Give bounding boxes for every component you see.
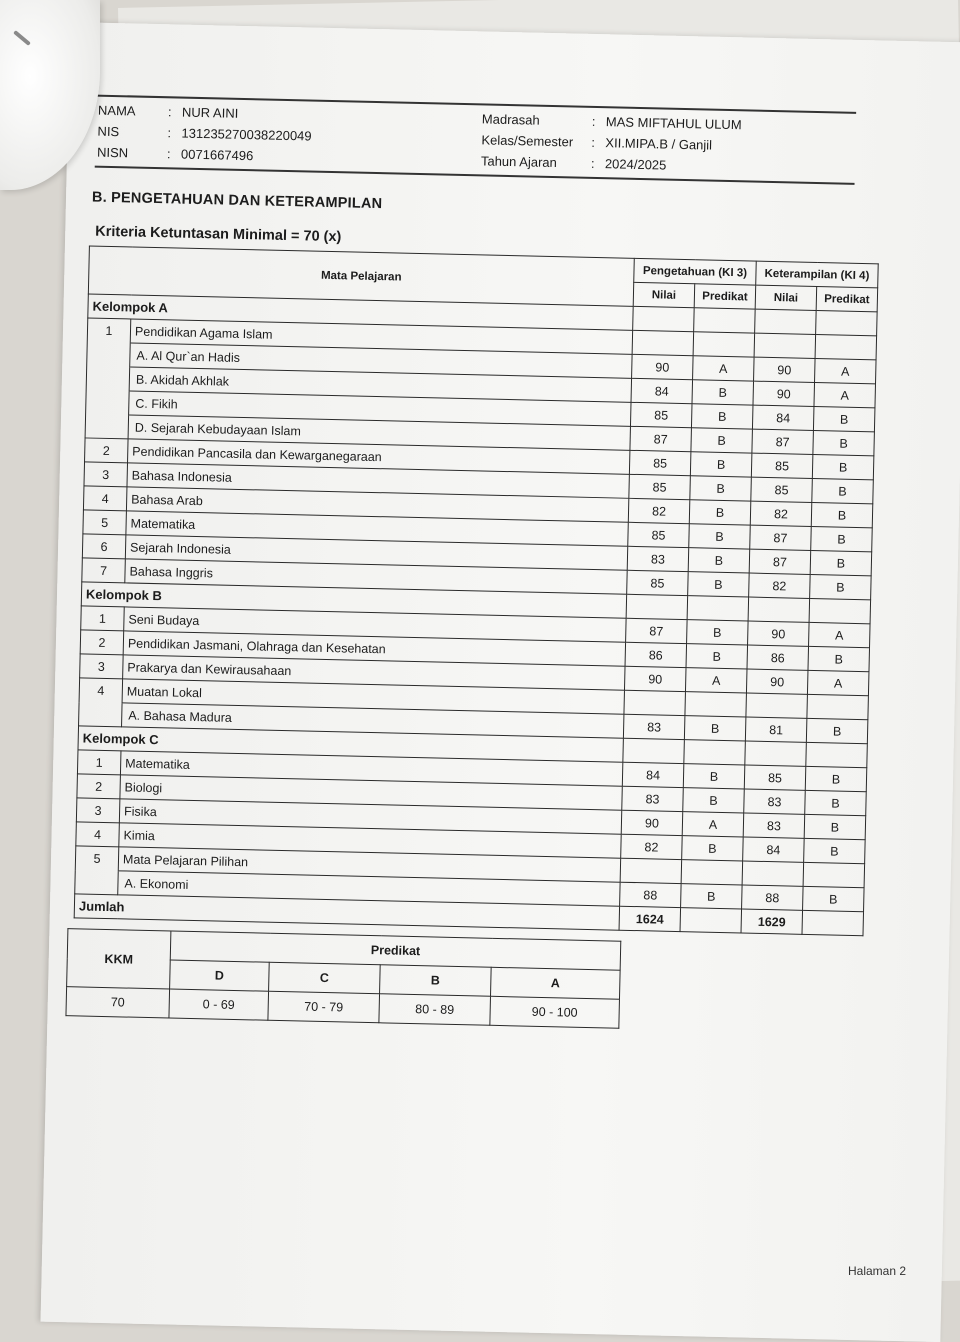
info-colon: : <box>167 104 172 120</box>
empty-cell <box>748 597 810 622</box>
info-colon: : <box>590 155 595 171</box>
subject-name: Pendidikan Pancasila dan Kewarganegaraan <box>128 439 630 474</box>
empty-cell <box>623 738 685 763</box>
row-number <box>79 702 123 727</box>
predicate-value: B <box>804 838 866 863</box>
predicate-value: B <box>688 572 750 597</box>
predicate-value: B <box>805 766 867 791</box>
predicate-value: B <box>684 716 746 741</box>
empty-cell <box>816 311 878 336</box>
row-number: 5 <box>75 846 119 871</box>
row-number: 1 <box>87 318 131 343</box>
score-value: 86 <box>747 645 809 670</box>
score-value: 84 <box>752 405 814 430</box>
predicate-value: A <box>682 812 744 837</box>
report-page <box>41 22 960 1342</box>
total-ki4: 1629 <box>741 909 803 934</box>
total-ki3: 1624 <box>619 906 681 931</box>
info-label: NISN <box>96 144 129 161</box>
predicate-value: B <box>810 550 872 575</box>
subject-name: Pendidikan Agama Islam <box>130 319 632 354</box>
info-label: Tahun Ajaran <box>480 153 558 171</box>
col-predikat-header: Predikat <box>816 287 878 312</box>
predicate-value: A <box>807 670 869 695</box>
col-subject-header: Mata Pelajaran <box>88 246 634 306</box>
row-number <box>86 366 130 391</box>
score-value <box>746 693 808 718</box>
predicate-value <box>685 692 747 717</box>
row-number: 4 <box>79 678 123 703</box>
subject-name: Bahasa Arab <box>126 487 628 522</box>
predicate-value: B <box>682 836 744 861</box>
subject-name: Muatan Lokal <box>122 679 624 714</box>
row-number: 2 <box>77 774 121 799</box>
legend-kkm-header: KKM <box>67 929 171 989</box>
predicate-value: B <box>808 646 870 671</box>
score-value: 87 <box>630 426 692 451</box>
group-name: Kelompok C <box>78 726 623 762</box>
predicate-value: B <box>805 790 867 815</box>
info-label: Kelas/Semester <box>481 132 574 150</box>
col-ki4-header: Keterampilan (KI 4) <box>756 261 879 288</box>
predicate-value: B <box>811 526 873 551</box>
legend-grade: B <box>380 965 492 997</box>
section-title: B. PENGETAHUAN DAN KETERAMPILAN <box>91 189 383 213</box>
subject-name: A. Al Qur`an Hadis <box>130 343 632 378</box>
score-value: 82 <box>621 834 683 859</box>
predicate-value: A <box>693 356 755 381</box>
row-number: 4 <box>76 822 120 847</box>
info-value-tahun: 2024/2025 <box>604 156 667 173</box>
row-number: 4 <box>83 486 127 511</box>
info-value-kelas: XII.MIPA.B / Ganjil <box>605 135 713 153</box>
info-colon: : <box>591 134 596 150</box>
predicate-value: B <box>806 718 868 743</box>
legend-grade: D <box>170 960 270 991</box>
predicate-value: B <box>804 814 866 839</box>
score-value: 84 <box>631 378 693 403</box>
score-value: 87 <box>750 525 812 550</box>
score-value: 85 <box>630 402 692 427</box>
subject-name: A. Bahasa Madura <box>122 703 624 738</box>
empty-cell <box>755 309 817 334</box>
empty-cell <box>809 598 871 623</box>
empty-cell <box>684 740 746 765</box>
predicate-value: B <box>692 380 754 405</box>
predicate-value: A <box>809 622 871 647</box>
grades-table <box>74 245 879 936</box>
subject-name: Kimia <box>119 823 621 858</box>
predicate-value: B <box>813 406 875 431</box>
row-number: 6 <box>82 534 126 559</box>
score-value: 83 <box>622 786 684 811</box>
empty-cell <box>687 596 749 621</box>
subject-name: D. Sejarah Kebudayaan Islam <box>128 415 630 450</box>
predicate-value: B <box>690 476 752 501</box>
row-number <box>87 342 131 367</box>
row-number: 1 <box>77 750 121 775</box>
score-value: 86 <box>625 642 687 667</box>
score-value: 85 <box>751 477 813 502</box>
legend-predikat-header: Predikat <box>170 931 621 970</box>
info-colon: : <box>591 113 596 129</box>
subject-name: Prakarya dan Kewirausahaan <box>123 655 625 690</box>
col-ki3-header: Pengetahuan (KI 3) <box>634 258 757 285</box>
score-value: 85 <box>744 765 806 790</box>
score-value <box>742 861 804 886</box>
legend-range: 90 - 100 <box>490 996 620 1028</box>
row-number <box>85 414 129 439</box>
group-name: Kelompok A <box>88 294 633 330</box>
predicate-value <box>693 332 755 357</box>
report-content <box>75 95 876 1034</box>
predicate-value: B <box>691 404 753 429</box>
predicate-value: B <box>683 764 745 789</box>
page-number: Halaman 2 <box>848 1264 907 1278</box>
score-value: 82 <box>750 501 812 526</box>
predicate-value: A <box>685 668 747 693</box>
score-value <box>624 690 686 715</box>
empty-cell <box>626 594 688 619</box>
info-value-nis: 131235270038220049 <box>181 125 312 144</box>
score-value: 84 <box>622 762 684 787</box>
info-value-nama: NUR AINI <box>181 104 239 121</box>
score-value: 85 <box>627 570 689 595</box>
row-number: 7 <box>82 558 126 583</box>
staple <box>13 30 31 46</box>
score-value: 85 <box>628 522 690 547</box>
subject-name: Fisika <box>119 799 621 834</box>
info-label: NIS <box>97 123 120 140</box>
empty-cell <box>694 308 756 333</box>
score-value: 88 <box>620 882 682 907</box>
row-number: 2 <box>85 438 129 463</box>
score-value: 87 <box>752 429 814 454</box>
score-value: 85 <box>751 453 813 478</box>
score-value: 90 <box>753 381 815 406</box>
empty-cell <box>633 306 695 331</box>
score-value: 83 <box>623 714 685 739</box>
predicate-value: B <box>812 454 874 479</box>
score-value: 87 <box>749 549 811 574</box>
score-value: 90 <box>748 621 810 646</box>
score-value: 90 <box>632 354 694 379</box>
predicate-value <box>807 694 869 719</box>
subject-name: Mata Pelajaran Pilihan <box>118 847 620 882</box>
row-number: 1 <box>81 606 125 631</box>
score-value: 81 <box>745 717 807 742</box>
predicate-value: B <box>689 524 751 549</box>
predicate-value: B <box>813 430 875 455</box>
predicate-value: B <box>683 788 745 813</box>
empty-cell <box>745 741 807 766</box>
col-predikat-header: Predikat <box>694 284 756 309</box>
info-value-madrasah: MAS MIFTAHUL ULUM <box>605 114 742 133</box>
row-number: 2 <box>80 630 124 655</box>
row-number: 3 <box>84 462 128 487</box>
subject-name: C. Fikih <box>129 391 631 426</box>
subject-name: Sejarah Indonesia <box>125 535 627 570</box>
empty-cell <box>680 908 742 933</box>
score-value: 90 <box>624 666 686 691</box>
subject-name: Biologi <box>120 775 622 810</box>
score-value: 83 <box>744 789 806 814</box>
row-number: 5 <box>83 510 127 535</box>
predicate-value: B <box>811 502 873 527</box>
score-value <box>620 858 682 883</box>
legend-range: 0 - 69 <box>169 989 269 1020</box>
score-value: 82 <box>749 573 811 598</box>
info-label: Madrasah <box>481 111 540 128</box>
legend-kkm-value: 70 <box>66 987 170 1018</box>
predicate-legend <box>65 928 621 1029</box>
total-label: Jumlah <box>74 894 619 930</box>
score-value: 84 <box>743 837 805 862</box>
predicate-value: B <box>687 620 749 645</box>
predicate-value: B <box>686 644 748 669</box>
predicate-value: B <box>689 500 751 525</box>
info-label: NAMA <box>97 102 136 119</box>
predicate-value: A <box>815 358 877 383</box>
score-value: 90 <box>746 669 808 694</box>
score-value: 85 <box>629 474 691 499</box>
predicate-value: B <box>812 478 874 503</box>
predicate-value: B <box>691 428 753 453</box>
legend-range: 70 - 79 <box>268 991 380 1023</box>
score-value: 88 <box>742 885 804 910</box>
score-value <box>754 333 816 358</box>
score-value: 90 <box>621 810 683 835</box>
row-number <box>86 390 130 415</box>
subject-name: Bahasa Inggris <box>125 559 627 594</box>
predicate-value: B <box>681 884 743 909</box>
predicate-value: B <box>690 452 752 477</box>
kkm-line: Kriteria Ketuntasan Minimal = 70 (x) <box>95 223 342 246</box>
score-value: 83 <box>627 546 689 571</box>
subject-name: Seni Budaya <box>124 607 626 642</box>
score-value: 85 <box>629 450 691 475</box>
predicate-value: B <box>688 548 750 573</box>
predicate-value <box>815 334 877 359</box>
grades-body <box>74 294 877 936</box>
predicate-value: A <box>814 382 876 407</box>
info-value-nisn: 0071667496 <box>180 146 254 164</box>
row-number <box>75 870 119 895</box>
subject-name: Bahasa Indonesia <box>127 463 629 498</box>
info-colon: : <box>166 146 171 162</box>
legend-range: 80 - 89 <box>379 994 491 1026</box>
score-value: 90 <box>754 357 816 382</box>
subject-name: Matematika <box>120 751 622 786</box>
col-nilai-header: Nilai <box>633 282 695 307</box>
score-value: 83 <box>743 813 805 838</box>
predicate-value: B <box>810 574 872 599</box>
predicate-value <box>803 862 865 887</box>
empty-cell <box>802 910 864 935</box>
predicate-value: B <box>803 886 865 911</box>
subject-name: Pendidikan Jasmani, Olahraga dan Kesehatan <box>123 631 625 666</box>
score-value: 82 <box>628 498 690 523</box>
row-number: 3 <box>80 654 124 679</box>
legend-grade: C <box>269 962 381 994</box>
score-value <box>632 330 694 355</box>
group-name: Kelompok B <box>81 582 626 618</box>
legend-grade: A <box>491 967 621 999</box>
subject-name: A. Ekonomi <box>118 871 620 906</box>
info-colon: : <box>167 125 172 141</box>
row-number: 3 <box>76 798 120 823</box>
subject-name: Matematika <box>126 511 628 546</box>
score-value: 87 <box>626 618 688 643</box>
empty-cell <box>806 742 868 767</box>
subject-name: B. Akidah Akhlak <box>129 367 631 402</box>
predicate-value <box>681 860 743 885</box>
col-nilai-header: Nilai <box>755 285 817 310</box>
